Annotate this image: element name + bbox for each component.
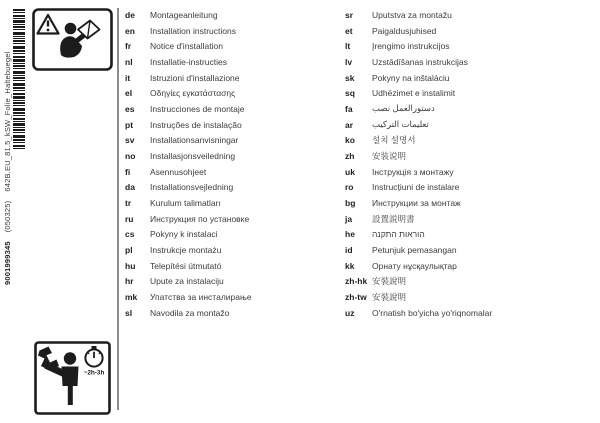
language-row <box>345 101 597 117</box>
language-row <box>125 305 337 321</box>
language-label: Uzstādīšanas instrukcijas <box>372 56 468 67</box>
language-row <box>125 38 337 54</box>
language-row <box>345 54 597 70</box>
language-row <box>125 242 337 258</box>
language-code: cs <box>125 229 135 240</box>
language-label: Инструкции за монтаж <box>372 197 461 208</box>
language-code: et <box>345 25 353 36</box>
language-code: pl <box>125 244 133 255</box>
barcode <box>13 9 25 156</box>
language-code: sr <box>345 9 354 20</box>
language-row <box>345 7 597 23</box>
language-code: el <box>125 88 133 99</box>
language-row <box>125 101 337 117</box>
language-column-right <box>345 7 597 320</box>
language-label: Istruzioni d'installazione <box>150 72 240 83</box>
language-label: Упатства за инсталирање <box>150 291 252 302</box>
language-row <box>125 273 337 289</box>
language-row <box>125 117 337 133</box>
language-label: Installasjonsveiledning <box>150 150 236 161</box>
language-label: Installation instructions <box>150 25 236 36</box>
language-label: Pokyny k instalaci <box>150 229 218 240</box>
language-row <box>125 85 337 101</box>
language-row <box>345 273 597 289</box>
language-row <box>345 85 597 101</box>
print-imprint <box>3 42 12 285</box>
language-label: Instrucțiuni de instalare <box>372 182 460 193</box>
language-label: Įrengimo instrukcijos <box>372 41 450 52</box>
language-label: Montageanleitung <box>150 9 218 20</box>
language-label: Instrucciones de montaje <box>150 103 245 114</box>
language-code: uk <box>345 166 355 177</box>
language-row <box>125 148 337 164</box>
language-label: Notice d'installation <box>150 41 223 52</box>
language-label: 設置説明書 <box>372 213 415 224</box>
language-code: en <box>125 25 135 36</box>
language-label: Petunjuk pemasangan <box>372 244 457 255</box>
language-label: Pokyny na inštaláciu <box>372 72 450 83</box>
language-row <box>345 242 597 258</box>
language-label: Instrukcje montażu <box>150 244 222 255</box>
language-label: 安裝說明 <box>372 276 407 287</box>
language-row <box>125 258 337 274</box>
language-label: Instruções de instalação <box>150 119 242 130</box>
language-label: Uputstva za montažu <box>372 9 452 20</box>
language-row <box>345 164 597 180</box>
language-code: uz <box>345 307 355 318</box>
language-label: 安裝說明 <box>372 291 407 302</box>
language-row <box>125 195 337 211</box>
language-code: kk <box>345 260 355 271</box>
language-row <box>125 70 337 86</box>
language-row <box>345 117 597 133</box>
language-code: lt <box>345 41 351 52</box>
language-row <box>125 179 337 195</box>
language-label: تعليمات التركيب <box>372 119 429 130</box>
language-row <box>125 132 337 148</box>
language-code: ko <box>345 135 355 146</box>
language-code: sv <box>125 135 135 146</box>
language-code: he <box>345 229 355 240</box>
date-code: (050325) <box>3 200 12 233</box>
language-code: ru <box>125 213 134 224</box>
language-label: Οδηγίες εγκατάστασης <box>150 88 236 99</box>
language-label: Инструкция по установке <box>150 213 250 224</box>
language-label: Installationsvejledning <box>150 182 234 193</box>
language-label: Інструкція з монтажу <box>372 166 454 177</box>
language-code: ro <box>345 182 354 193</box>
language-code: it <box>125 72 131 83</box>
vertical-divider <box>117 8 119 410</box>
language-code: es <box>125 103 135 114</box>
language-code: zh-tw <box>345 291 367 302</box>
language-code: fa <box>345 103 353 114</box>
language-code: id <box>345 244 353 255</box>
language-code: zh-hk <box>345 276 368 287</box>
language-code: bg <box>345 197 356 208</box>
language-row <box>125 54 337 70</box>
language-code: hu <box>125 260 136 271</box>
language-row <box>125 164 337 180</box>
language-code: sl <box>125 307 133 318</box>
language-code: fr <box>125 41 132 52</box>
language-code: mk <box>125 291 138 302</box>
language-code: hr <box>125 276 134 287</box>
language-code: da <box>125 182 135 193</box>
language-row <box>125 23 337 39</box>
language-label: Udhëzimet e instalimit <box>372 88 456 99</box>
language-row <box>125 211 337 227</box>
language-row <box>345 289 597 305</box>
language-row <box>345 70 597 86</box>
language-label: Paigaldusjuhised <box>372 25 437 36</box>
language-label: Navodila za montažo <box>150 307 230 318</box>
language-code: de <box>125 9 135 20</box>
language-code: tr <box>125 197 132 208</box>
language-label: 설치 설명서 <box>372 135 416 146</box>
language-code: ar <box>345 119 354 130</box>
language-code: sk <box>345 72 355 83</box>
language-row <box>345 132 597 148</box>
doc-code: 642B.EU_81.5_kSW_Folie_Haltebuegel <box>3 51 12 192</box>
language-row <box>345 258 597 274</box>
language-code: ja <box>345 213 353 224</box>
language-row <box>125 226 337 242</box>
language-code: sq <box>345 88 355 99</box>
language-code: lv <box>345 56 353 67</box>
language-label: Kurulum talimatları <box>150 197 221 208</box>
language-label: הוראות התקנה <box>372 229 425 240</box>
language-label: دستورالعمل نصب <box>372 103 435 114</box>
language-row <box>345 148 597 164</box>
language-label: Asennusohjeet <box>150 166 207 177</box>
installation-time-pictogram <box>34 341 111 420</box>
language-row <box>345 305 597 321</box>
read-manual-pictogram <box>32 8 113 76</box>
language-row <box>345 38 597 54</box>
language-code: no <box>125 150 136 161</box>
language-row <box>345 23 597 39</box>
language-label: Telepítési útmutató <box>150 260 222 271</box>
language-label: Installatie-instructies <box>150 56 228 67</box>
language-row <box>125 7 337 23</box>
language-label: Орнату нұсқаулықтар <box>372 260 457 271</box>
language-code: zh <box>345 150 355 161</box>
language-label: O'rnatish bo'yicha yo'riqnomalar <box>372 307 493 318</box>
language-code: fi <box>125 166 131 177</box>
language-row <box>345 179 597 195</box>
language-label: Installationsanvisningar <box>150 135 239 146</box>
language-column-left <box>125 7 337 320</box>
language-label: 安装说明 <box>372 150 407 161</box>
language-row <box>345 226 597 242</box>
language-code: pt <box>125 119 134 130</box>
duration-label: ~2h-3h <box>83 369 105 377</box>
language-label: Upute za instalaciju <box>150 276 224 287</box>
part-number: 9001999345 <box>3 241 12 285</box>
language-row <box>345 195 597 211</box>
language-row <box>345 211 597 227</box>
language-code: nl <box>125 56 133 67</box>
language-row <box>125 289 337 305</box>
